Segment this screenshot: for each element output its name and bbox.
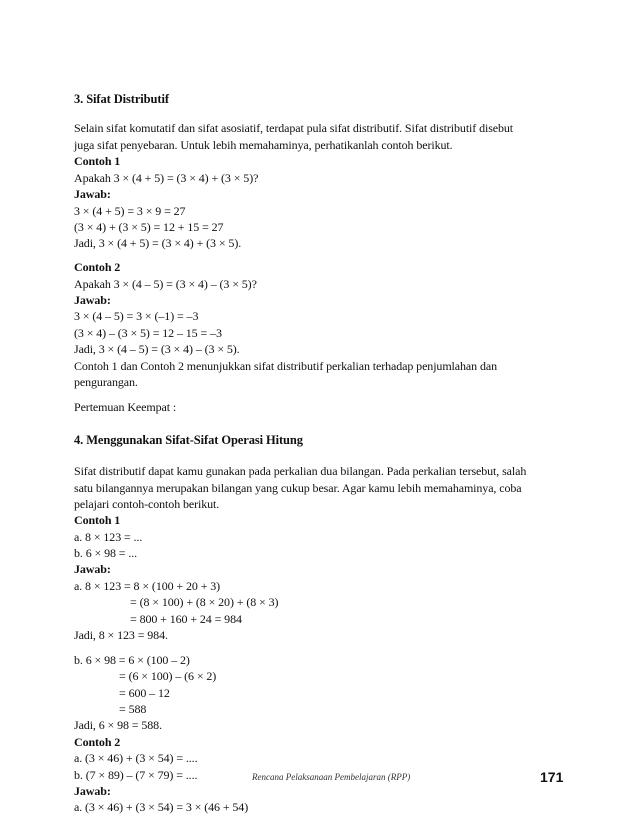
answer-line: a. 8 × 123 = 8 × (100 + 20 + 3): [74, 579, 221, 593]
example-question: b. 6 × 98 = ...: [74, 546, 138, 560]
example-question: Apakah 3 × (4 – 5) = (3 × 4) – (3 × 5)?: [74, 277, 257, 291]
answer-label: Jawab:: [74, 784, 111, 798]
answer-line: Jadi, 3 × (4 – 5) = (3 × 4) – (3 × 5).: [74, 342, 240, 356]
answer-line: b. 6 × 98 = 6 × (100 – 2): [74, 653, 190, 667]
example-title: Contoh 2: [74, 260, 121, 274]
answer-line: = (6 × 100) – (6 × 2): [119, 669, 217, 683]
answer-line: a. (3 × 46) + (3 × 54) = 3 × (46 + 54): [74, 800, 249, 814]
answer-line: (3 × 4) + (3 × 5) = 12 + 15 = 27: [74, 220, 224, 234]
section-heading: 3. Sifat Distributif: [74, 92, 169, 106]
example-title: Contoh 1: [74, 513, 121, 527]
example-question: b. (7 × 89) – (7 × 79) = ....: [74, 768, 198, 782]
paragraph-line: Sifat distributif dapat kamu gunakan pada perkalian dua bilangan. Pada perkalian tersebut, salah: [74, 464, 527, 478]
section-heading: 4. Menggunakan Sifat-Sifat Operasi Hitung: [74, 433, 303, 447]
example-question: a. (3 × 46) + (3 × 54) = ....: [74, 751, 198, 765]
answer-line: = 588: [119, 702, 147, 716]
answer-line: = 800 + 160 + 24 = 984: [130, 612, 242, 626]
example-question: a. 8 × 123 = ...: [74, 530, 143, 544]
paragraph-line: Contoh 1 dan Contoh 2 menunjukkan sifat distributif perkalian terhadap penjumlahan dan: [74, 359, 497, 373]
answer-line: Jadi, 8 × 123 = 984.: [74, 628, 168, 642]
example-title: Contoh 1: [74, 154, 121, 168]
meeting-label: Pertemuan Keempat :: [74, 400, 177, 414]
paragraph-line: pelajari contoh-contoh berikut.: [74, 497, 220, 511]
answer-line: = (8 × 100) + (8 × 20) + (8 × 3): [130, 595, 279, 609]
footer-title: Rencana Pelaksanaan Pembelajaran (RPP): [252, 772, 411, 782]
answer-line: Jadi, 3 × (4 + 5) = (3 × 4) + (3 × 5).: [74, 236, 242, 250]
example-title: Contoh 2: [74, 735, 121, 749]
page-number: 171: [540, 769, 564, 785]
example-question: Apakah 3 × (4 + 5) = (3 × 4) + (3 × 5)?: [74, 171, 259, 185]
answer-label: Jawab:: [74, 562, 111, 576]
answer-line: = 600 – 12: [119, 686, 170, 700]
paragraph-line: satu bilangannya merupakan bilangan yang cukup besar. Agar kamu lebih memahaminya, coba: [74, 481, 522, 495]
paragraph-line: Selain sifat komutatif dan sifat asosiatif, terdapat pula sifat distributif. Sifat distributif disebut: [74, 121, 514, 135]
paragraph-line: pengurangan.: [74, 375, 138, 389]
answer-label: Jawab:: [74, 187, 111, 201]
answer-line: (3 × 4) – (3 × 5) = 12 – 15 = –3: [74, 326, 222, 340]
answer-label: Jawab:: [74, 293, 111, 307]
answer-line: Jadi, 6 × 98 = 588.: [74, 718, 162, 732]
answer-line: 3 × (4 + 5) = 3 × 9 = 27: [74, 204, 186, 218]
paragraph-line: juga sifat penyebaran. Untuk lebih memahaminya, perhatikanlah contoh berikut.: [74, 138, 453, 152]
answer-line: 3 × (4 – 5) = 3 × (–1) = –3: [74, 309, 199, 323]
